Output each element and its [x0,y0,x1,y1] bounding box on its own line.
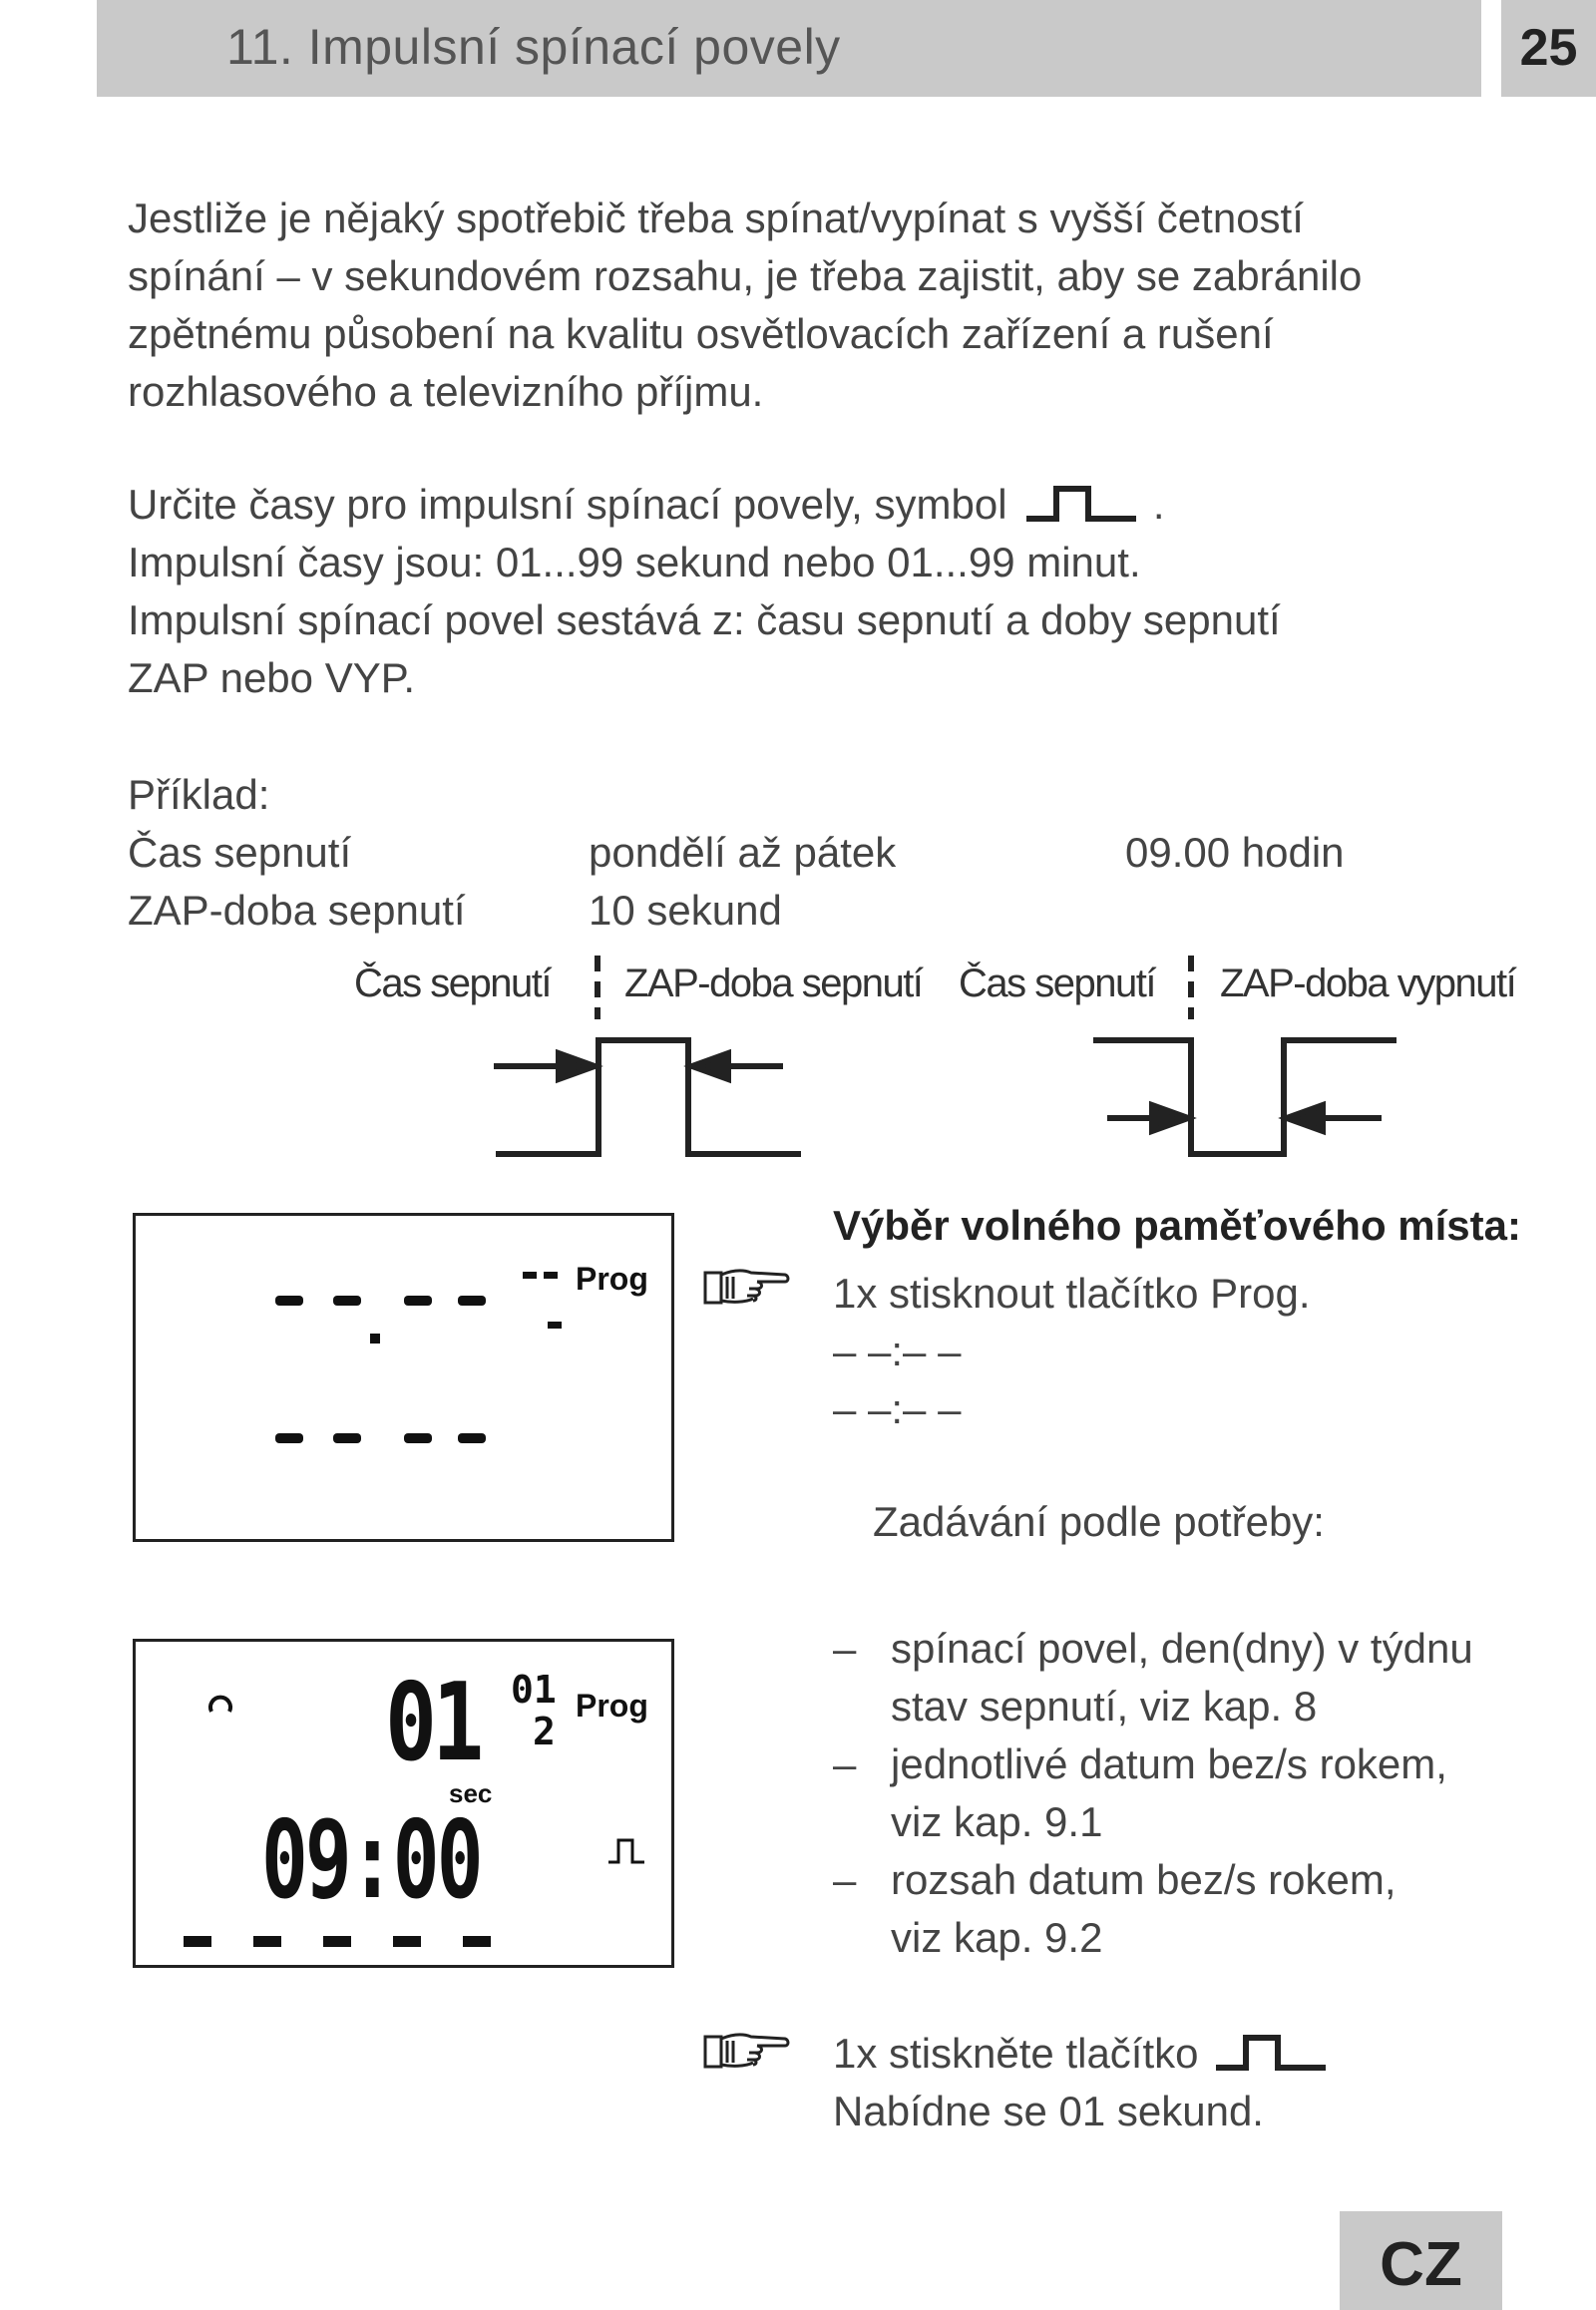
press-prog-instruction: 1x stisknout tlačítko Prog. [833,1270,1311,1317]
display-placeholder-2: – –:– – [833,1385,962,1432]
example-heading: Příklad: [128,771,270,818]
diagram-label-switch-time-2: Čas sepnutí [959,962,1155,1005]
input-as-needed-label: Zadávání podle potřeby: [873,1498,1325,1545]
diagram-label-off-duration: ZAP-doba vypnutí [1220,962,1516,1005]
option-dash: – [833,1625,857,1672]
lcd-prog-label: Prog [576,1688,648,1724]
lcd-prog-label: Prog [576,1261,648,1297]
lcd-time: 09:00 [261,1798,481,1923]
impulse-symbol-icon [1216,2034,1331,2074]
pointing-hand-icon [701,1265,791,1309]
memory-slot-heading: Výběr volného paměťového místa: [833,1202,1521,1249]
example-row: ZAP-doba sepnutí 10 sekund [128,887,782,934]
intro-paragraph [128,190,1504,421]
chapter-header [97,0,1481,97]
option-line: viz kap. 9.1 [891,1798,1103,1845]
page-number: 25 [1519,19,1578,77]
diagram-label-on-duration: ZAP-doba sepnutí [624,962,923,1005]
option-line: jednotlivé datum bez/s rokem, [891,1740,1447,1787]
pulse-off-arrows [1107,1105,1382,1131]
lcd-unit-label: sec [449,1778,493,1808]
intro-line: rozhlasového a televizního příjmu. [128,368,764,415]
definition-line-4: ZAP nebo VYP. [128,654,415,701]
pulse-on-arrows [494,1053,783,1079]
diagram-label-switch-time: Čas sepnutí [354,962,551,1005]
lcd-small-digits: 01 [511,1668,557,1712]
definition-line-1: Určite časy pro impulsní spínací povely, symbol . [128,481,1165,528]
pointing-hand-icon [701,2029,791,2073]
impulse-symbol-icon [1026,485,1141,525]
option-line: stav sepnutí, viz kap. 8 [891,1683,1318,1730]
page-number-box [1501,0,1596,97]
definition-paragraph [128,476,1504,707]
option-dash: – [833,1740,857,1787]
intro-line: zpětnému působení na kvalitu osvětlovacích zařízení a rušení [128,310,1274,357]
definition-line-2: Impulsní časy jsou: 01...99 sekund nebo 01...99 minut. [128,539,1141,585]
lcd-pulse-count: 01 [385,1661,480,1785]
language-tab [1340,2211,1502,2310]
intro-line: Jestliže je nějaký spotřebič třeba spínat/vypínat s vyšší četností [128,194,1304,241]
chapter-title: 11. Impulsní spínací povely [226,19,841,75]
lcd-day-bars [136,1642,671,1965]
pulse-default-result: Nabídne se 01 sekund. [833,2088,1264,2134]
press-pulse-button-instruction: 1x stiskněte tlačítko [833,2025,1331,2083]
lcd-small-digit-2: 2 [533,1710,556,1753]
lcd-display-pulse [133,1639,674,1968]
display-placeholder-1: – –:– – [833,1328,962,1374]
pulse-off-diagram [1093,1040,1396,1154]
timing-diagram [0,948,1596,1167]
option-line: rozsah datum bez/s rokem, [891,1856,1396,1903]
option-line: viz kap. 9.2 [891,1914,1103,1961]
intro-line: spínání – v sekundovém rozsahu, je třeba zajistit, aby se zabránilo [128,252,1363,299]
example-row: Čas sepnutí pondělí až pátek 09.00 hodin [128,829,1345,876]
pulse-on-diagram [496,1040,801,1154]
divider-dashes [598,956,1191,1019]
option-dash: – [833,1856,857,1903]
lcd-display-empty [133,1213,674,1542]
language-code: CZ [1380,2230,1462,2299]
option-line: spínací povel, den(dny) v týdnu [891,1625,1473,1672]
definition-line-3: Impulsní spínací povel sestává z: času sepnutí a doby sepnutí [128,596,1281,643]
